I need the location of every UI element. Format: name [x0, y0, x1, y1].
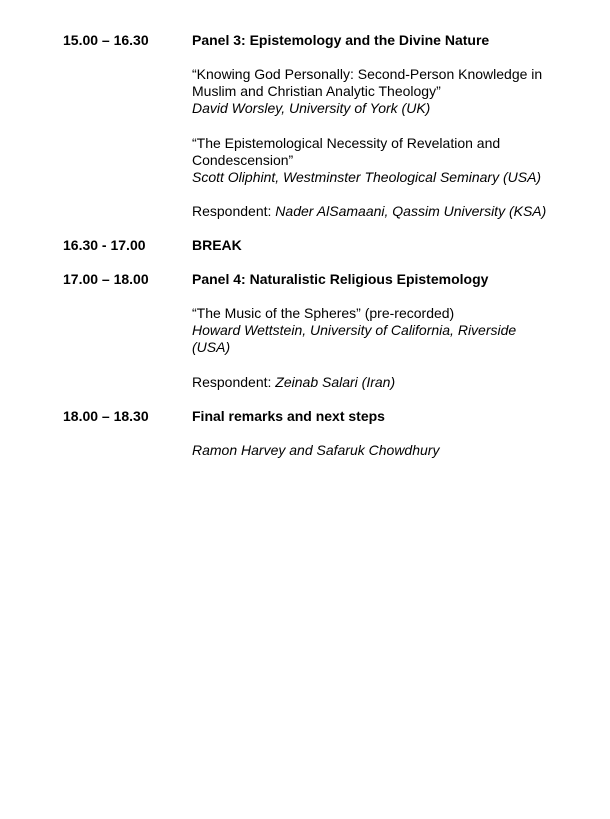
session-title: Panel 4: Naturalistic Religious Epistemology: [192, 271, 489, 287]
talk-entry: [192, 66, 567, 117]
session-time: 18.00 – 18.30: [63, 408, 149, 424]
talk-speaker: Scott Oliphint, Westminster Theological Seminary (USA): [192, 169, 542, 185]
speakers-entry: [192, 442, 567, 459]
respondent-name: Nader AlSamaani, Qassim University (KSA): [275, 203, 547, 219]
talk-title-line: “Knowing God Personally: Second-Person Knowledge in: [192, 66, 543, 82]
talk-title-line: Muslim and Christian Analytic Theology”: [192, 83, 441, 99]
respondent-entry: [192, 203, 567, 220]
session-title: Final remarks and next steps: [192, 408, 385, 424]
talk-speaker: (USA): [192, 339, 231, 355]
talk-title-line: “The Music of the Spheres” (pre-recorded): [192, 305, 455, 321]
talk-title-line: “The Epistemological Necessity of Revelation and: [192, 135, 501, 151]
session-title: Panel 3: Epistemology and the Divine Nature: [192, 32, 490, 48]
talk-entry: [192, 305, 567, 356]
session-time: 17.00 – 18.00: [63, 271, 149, 287]
session-time: 16.30 - 17.00: [63, 237, 146, 253]
talk-speaker: Howard Wettstein, University of California, Riverside: [192, 322, 517, 338]
talk-speaker: David Worsley, University of York (UK): [192, 100, 431, 116]
respondent-entry: [192, 374, 567, 391]
talk-title-line: Condescension”: [192, 152, 294, 168]
session-time: 15.00 – 16.30: [63, 32, 149, 48]
respondent-name: Zeinab Salari (Iran): [275, 374, 396, 390]
respondent-label: Respondent:: [192, 374, 272, 390]
session-title: BREAK: [192, 237, 242, 253]
session-speakers: Ramon Harvey and Safaruk Chowdhury: [192, 442, 440, 458]
talk-entry: [192, 135, 567, 186]
respondent-label: Respondent:: [192, 203, 272, 219]
